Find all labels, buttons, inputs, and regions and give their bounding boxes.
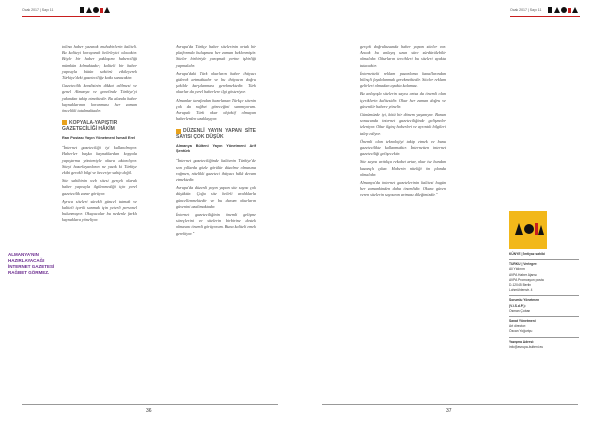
- right-page: [300, 0, 600, 424]
- paragraph: Site sayısı arttıkça rekabet artar, okur ise bundan kazançlı çıkar. Haberin niteliği ön planda olmalıdır.: [360, 159, 446, 177]
- credits-label: Yazışma Adresi:: [509, 339, 535, 344]
- credits-value: AVPA Promosyon posta: [509, 277, 544, 282]
- paragraph: Önemli olan teknolojiyi takip etmek ve bunu gazetecilikte kullanmaktır. İnternetten internet gazeteciliği gelişecektir.: [360, 138, 446, 157]
- divider: [509, 259, 579, 260]
- divider: [509, 316, 579, 317]
- credits-value: Lohmühlenstr. 4: [509, 288, 533, 293]
- credits-value: D-12045 Berlin: [509, 283, 531, 288]
- magazine-logo: [548, 6, 578, 14]
- credits-title: KÜNYE | İmtiyaz sahibi: [509, 252, 545, 256]
- article-column-2: [176, 44, 256, 239]
- author-line: Almanya Bülteni Yayın Yönetmeni Arif Şentürk: [176, 144, 256, 154]
- paragraph: Site sahibinin web sitesi gerçek olarak haber yapısıyla ilgilenmediği için yerel gazetecilik zarar görüyor.: [62, 178, 137, 196]
- masthead-credits: [509, 252, 579, 350]
- page-number: 36: [146, 408, 152, 414]
- section-heading: KOPYALA-YAPIŞTIR GAZETECİLİĞİ HÂKİM: [62, 120, 118, 133]
- magazine-logo: [80, 6, 110, 14]
- paragraph: İnternet gazeteciliğinin önemli gelişme süreçlerini ve sitelerin birbirine destek olmasını önemli görüyorum. Buna kaliteli emek gerekiyor.": [176, 212, 256, 236]
- divider: [509, 295, 579, 296]
- page-number: 37: [446, 408, 452, 414]
- paragraph: Avrupa'da düzenli yayın yapan site sayısı çok düşüktür. Çoğu site belirli aralıklarla güncellenmektedir ve bu durum okurların güvenini azaltmaktadır.: [176, 185, 256, 209]
- pull-quote: ALMANYA'NIN HAZIRLAYACAĞI İNTERNET GAZETESİ RAĞBET GÖRMEZ.: [8, 252, 55, 275]
- paragraph: Almanlar tarafından hazırlanan Türkçe sitenin çok da rağbet göreceğini sanmıyorum. Avrupalı Türk okur objektif olmayan haberlerden uzaklaşıyor.: [176, 97, 256, 122]
- credits-label: Sanat Yönetmeni: [509, 319, 536, 324]
- credits-label: TURKU | Verleger:: [509, 262, 538, 267]
- paragraph: Avrupa'daki Türk okurların haber ihtiyacı giderek artmaktadır ve bu ihtiyacın doğru şekilde karşılanması gerekmektedir. Türk okurlar da yerel haberlere ilgi gösteriyor.: [176, 70, 256, 95]
- paragraph: "İnternet gazeteciliğinde kalitenin Türkiye'de son yıllarda gözle görülür düzelme olmasına rağmen, nitelikli gazeteci ihtiyacı hâlâ devam etmektedir.: [176, 158, 256, 183]
- credits-value: Özcan Yoğurtçu: [509, 329, 533, 334]
- paragraph: İnternetteki reklam pazarlama kanallarından bilinçli faydalanmak gerekmektedir. Siteler reklam gelirleri olmadan ayakta kalamaz.: [360, 70, 446, 89]
- square-bullet-icon: [62, 120, 67, 125]
- section-heading: DÜZENLİ YAYIN YAPAN SİTE SAYISI ÇOK DÜŞÜK: [176, 128, 256, 141]
- page-header: Ocak 2017 | Sayı 11: [22, 8, 54, 12]
- credits-value: info@avrupa-bulteni.eu: [509, 344, 544, 349]
- divider: [509, 337, 579, 338]
- author-line: Ran Postası Yayın Yönetmeni İsmail Erel: [62, 136, 136, 141]
- magazine-logo-box: [509, 211, 547, 249]
- credits-value: Art director:: [509, 324, 527, 329]
- square-bullet-icon: [176, 129, 181, 134]
- credits-label: Sorumlu Yönetmen: [509, 298, 540, 303]
- footer-rule: [22, 404, 278, 405]
- credits-value: AVPA Haber Ajansı: [509, 272, 537, 277]
- paragraph: Ayrıca siteleri sürekli güncel tutmak ve kaliteli içerik sunmak için yeterli personel bulunmuyor. Okuyucular bu nedenle farklı kaynaklara yöneliyor.: [62, 198, 137, 223]
- paragraph: Günümüzde iyi, kötü bir dönem yaşanıyor. Bunun sonucunda internet gazeteciliğinde gelişmeler izleniyor. Okur ilginç haberleri ve ayrıntılı bilgileri talep ediyor.: [360, 112, 446, 136]
- header-rule: [510, 16, 580, 17]
- article-column-3: [360, 44, 446, 201]
- footer-rule: [322, 404, 578, 405]
- credits-label: (V.i.S.d.P.):: [509, 303, 526, 308]
- paragraph: Bu anlayışla sitelerin sayısı artsa da önemli olan içeriklerin kalitesidir. Okur her zaman doğru ve güvenilir habere yönelir.: [360, 91, 446, 109]
- magazine-logo-icon: [509, 211, 547, 249]
- article-column-1: [62, 44, 137, 226]
- header-rule: [22, 16, 100, 17]
- paragraph: "İnternet gazeteciliği iyi kullanılmıyor. Haberler başka kaynaklardan kopyala yapıştırma yöntemiyle okura aktarılıyor. Siteyi hazırlayanların ne yazık ki Türkiye ekibi gerekli bilgi ve beceriye sahip değil.: [62, 145, 137, 176]
- paragraph: Gazetecilik kendisinin dikkat edilmesi ve genel Almanya ve genelinde Türkiye'yi yakından takip etmektedir. Bu alanda haber kaynaklarının korunması her zaman öncelikli tutulmaktadır.: [62, 83, 137, 114]
- paragraph: gerçek doğrultusunda haber yapan siteler var. Ancak bu anlayış uzun süre sürdürülebilir olmalıdır. Okurların tercihleri bu siteleri ayakta tutacaktır.: [360, 44, 446, 68]
- credits-value: Osman Çoban: [509, 308, 531, 313]
- credits-value: Ali Yıldırım: [509, 267, 525, 272]
- paragraph: Avrupa'da Türkçe haber sitelerinin ortak bir platformda buluşması her zaman beklenmiştir. Siteler birbiriyle yarışmak yerine işbirliği yapmalıdır.: [176, 44, 256, 68]
- paragraph: Almanya'da internet gazetelerinin kalitesi bugün her zamankinden daha önemlidir. Okura güven veren sitelerin sayısının artması dileğimizdir.": [360, 180, 446, 198]
- paragraph: tolina haber yazarak muhabirlerin kaliteli. Bu kaliteyi koruyarak belirleyici olacaktır. Böyle bir haber yaklaşımı haberciliği mümkün kılmaktadır; kaliteli bir haber yapısıyla bütün sektörü etkileyerek Türkiye'deki gazeteciliğe katkı sunacaktır.: [62, 44, 137, 81]
- page-header: Ocak 2017 | Sayı 11: [510, 8, 542, 12]
